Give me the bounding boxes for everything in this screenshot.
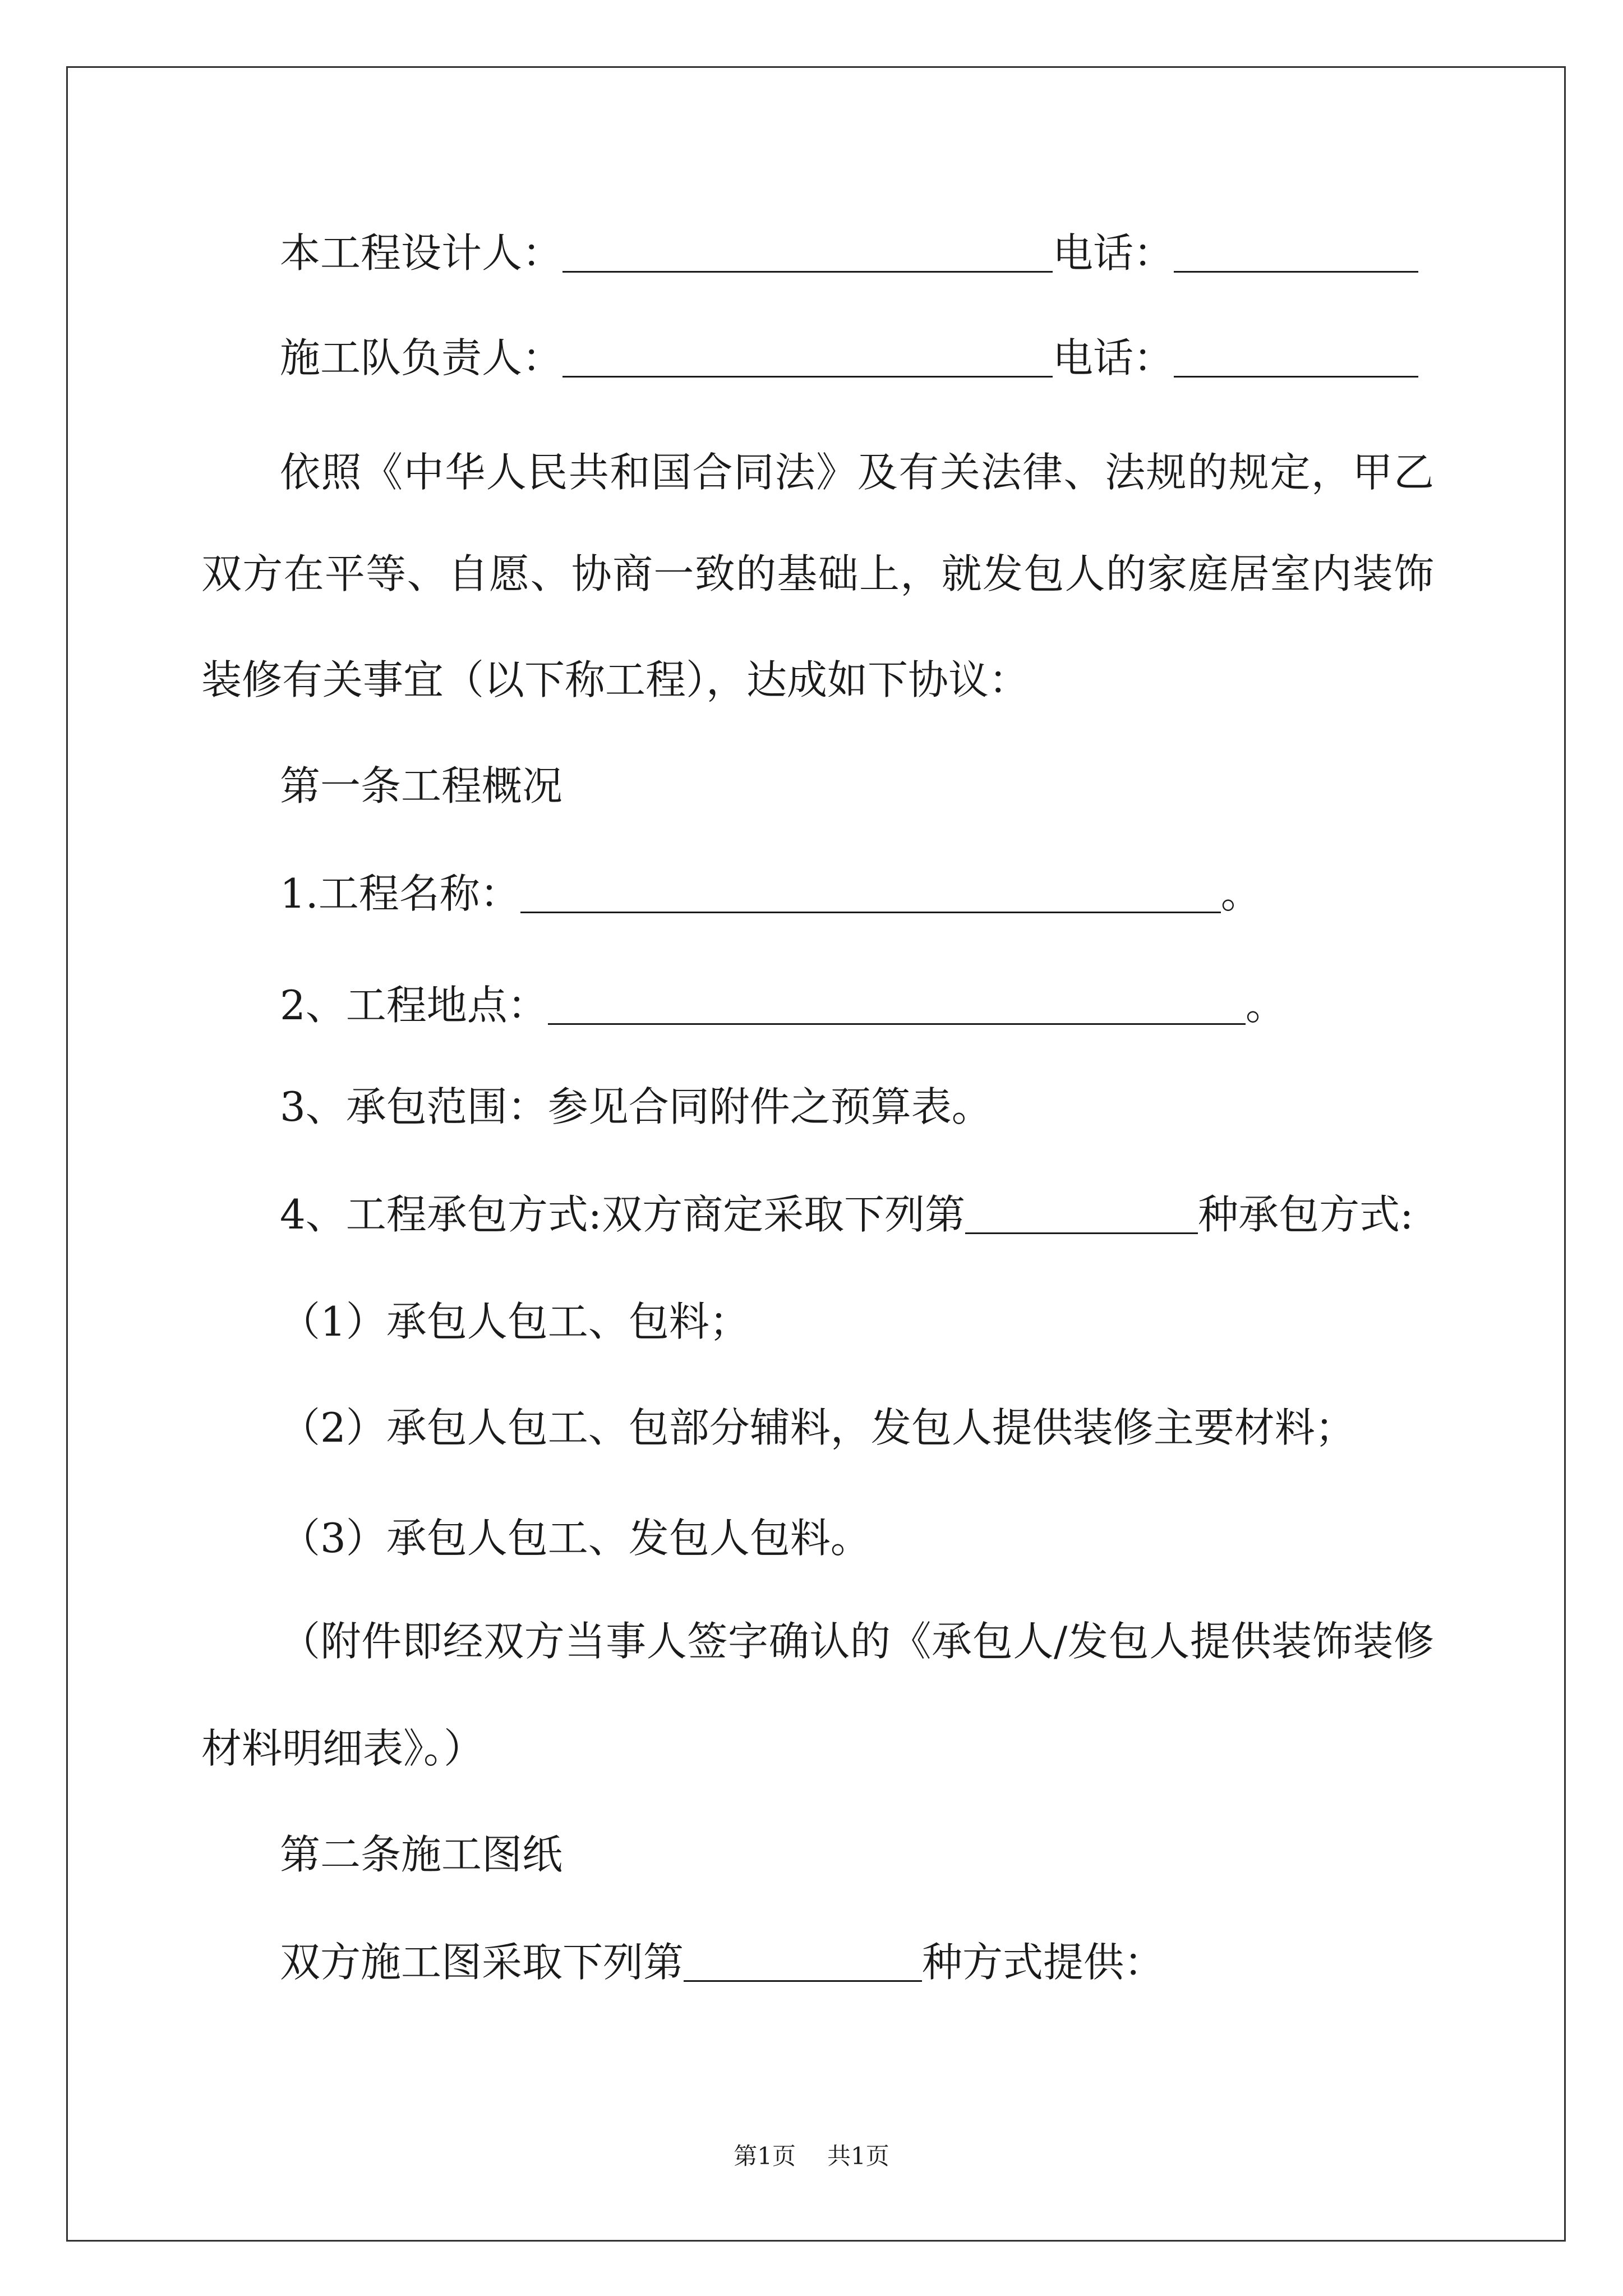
contract-option-2: （2）承包人包工、包部分辅料，发包人提供装修主要材料； [280, 1404, 1355, 1451]
project-name-line [280, 866, 1261, 922]
team-leader-phone-blank [1174, 372, 1418, 378]
preamble-line-2: 双方在平等、自愿、协商一致的基础上，就发包人的家庭居室内装饰 [201, 550, 1434, 597]
total-pages-label: 共1页 [827, 2142, 889, 2170]
project-name-blank [520, 908, 1221, 913]
preamble-line-1: 依照《中华人民共和国合同法》及有关法律、法规的规定，甲乙 [280, 449, 1434, 496]
preamble-line-3: 装修有关事宜（以下称工程），达成如下协议： [201, 656, 1030, 703]
team-leader-name-blank [562, 372, 1053, 378]
project-location-line [280, 977, 1286, 1033]
drawing-mode-suffix: 种方式提供： [922, 1939, 1165, 1986]
contract-mode-suffix: 种承包方式: [1198, 1191, 1414, 1238]
contract-scope-line: 3、承包范围：参见合同附件之预算表。 [280, 1083, 992, 1130]
team-leader-contact-line [280, 330, 1418, 386]
contract-mode-label: 4、工程承包方式:双方商定采取下列第 [280, 1191, 966, 1238]
designer-phone-blank [1174, 268, 1418, 273]
contract-option-3: （3）承包人包工、发包人包料。 [280, 1515, 871, 1562]
contract-option-1: （1）承包人包工、包料； [280, 1298, 750, 1345]
project-location-blank [548, 1020, 1246, 1025]
article-1-heading: 第一条工程概况 [280, 762, 563, 809]
contract-mode-blank [965, 1229, 1198, 1234]
page-footer [0, 2139, 1623, 2173]
drawing-mode-line [280, 1934, 1164, 1990]
project-name-label: 1.工程名称： [280, 870, 520, 917]
designer-name-blank [562, 268, 1053, 273]
designer-phone-label: 电话： [1053, 229, 1174, 277]
team-leader-phone-label: 电话： [1053, 334, 1174, 381]
contract-mode-line [280, 1186, 1413, 1243]
page-border [66, 66, 1566, 2242]
project-location-suffix: 。 [1245, 982, 1286, 1029]
drawing-mode-blank [684, 1977, 922, 1982]
team-leader-label: 施工队负责人： [280, 334, 563, 381]
attachment-note-line-1: （附件即经双方当事人签字确认的《承包人/发包人提供装饰装修 [280, 1618, 1434, 1665]
article-2-heading: 第二条施工图纸 [280, 1831, 563, 1878]
project-name-suffix: 。 [1220, 870, 1261, 917]
current-page-label: 第1页 [734, 2142, 796, 2170]
designer-label: 本工程设计人： [280, 229, 563, 277]
designer-contact-line [280, 225, 1418, 281]
attachment-note-line-2: 材料明细表》。） [201, 1725, 485, 1772]
drawing-mode-label: 双方施工图采取下列第 [280, 1939, 684, 1986]
project-location-label: 2、工程地点： [280, 982, 548, 1029]
